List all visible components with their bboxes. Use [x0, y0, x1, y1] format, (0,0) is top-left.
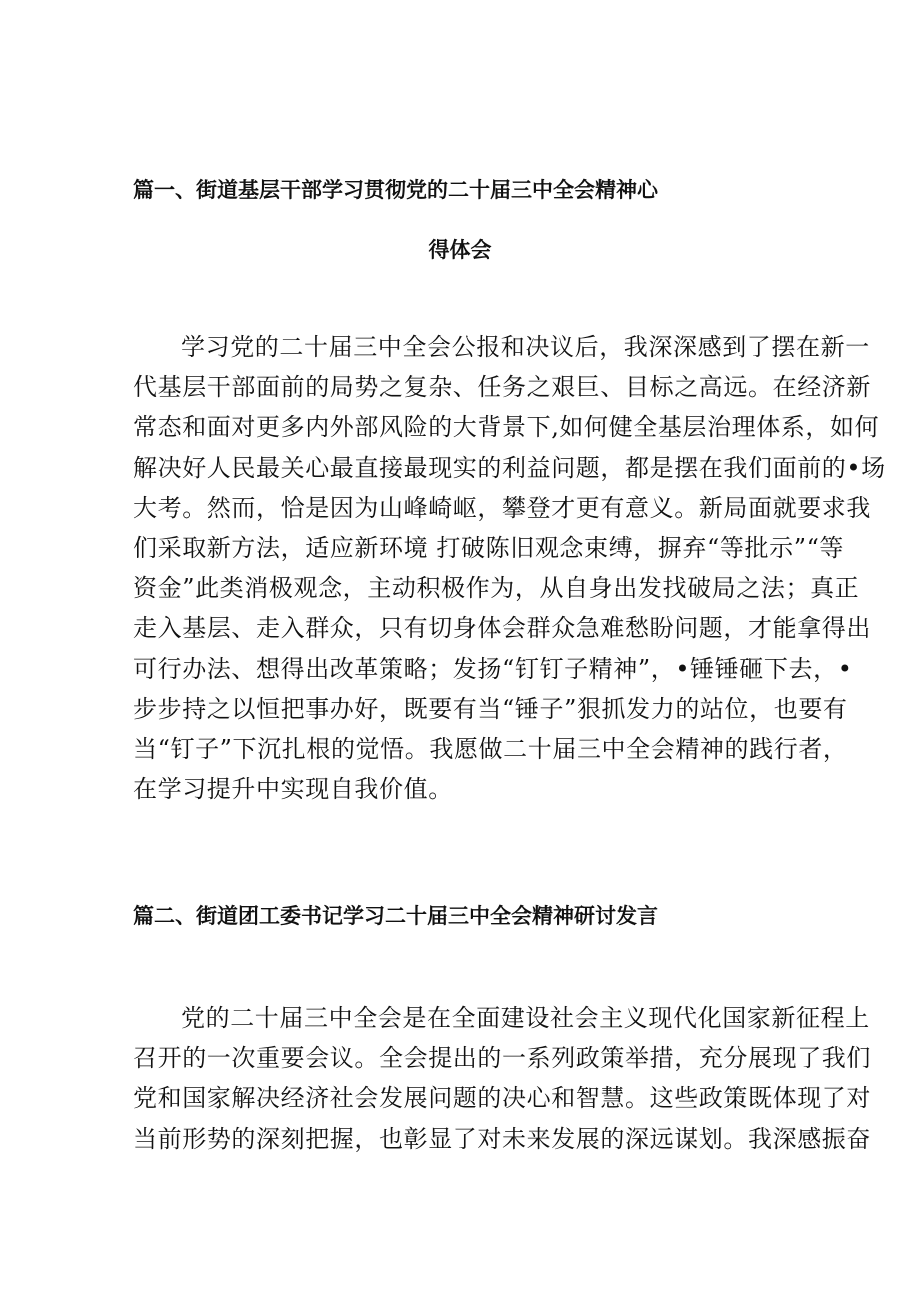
- section1-line: 步步持之以恒把事办好，既要有当“锤子”狠抓发力的站位，也要有: [133, 694, 848, 723]
- section1-line: 可行办法、想得出改革策略；发扬“钉钉子精神”，•锤锤砸下去，•: [133, 654, 853, 683]
- section1-line: 资金”此类消极观念，主动积极作为，从自身出发找破局之法；真正: [133, 574, 860, 603]
- section1-line: 代基层干部面前的局势之复杂、任务之艰巨、目标之高远。在经济新: [133, 373, 871, 402]
- section2-title: 篇二、街道团工委书记学习二十届三中全会精神研讨发言: [133, 904, 658, 928]
- section1-line: 们采取新方法，适应新环境 打破陈旧观念束缚，摒弃“等批示”“等: [133, 533, 845, 562]
- section1-line: 学习党的二十届三中全会公报和决议后，我深深感到了摆在新一: [181, 333, 870, 361]
- section2-line: 当前形势的深刻把握，也彰显了对未来发展的深远谋划。我深感振奋: [133, 1124, 871, 1153]
- section1-line: 当“钉子”下沉扎根的觉悟。我愿做二十届三中全会精神的践行者，: [133, 734, 848, 763]
- section1-title-line1: 篇一、街道基层干部学习贯彻党的二十届三中全会精神心: [133, 178, 658, 202]
- section2-line: 党和国家解决经济社会发展问题的决心和智慧。这些政策既体现了对: [133, 1084, 871, 1113]
- section2-line: 召开的一次重要会议。全会提出的一系列政策举措，充分展现了我们: [133, 1044, 871, 1073]
- section1-line: 走入基层、走入群众，只有切身体会群众急难愁盼问题，才能拿得出: [133, 614, 871, 643]
- section1-line: 解决好人民最关心最直接最现实的利益问题，都是摆在我们面前的•场: [133, 453, 886, 482]
- section1-line: 大考。然而，恰是因为山峰崎岖，攀登才更有意义。新局面就要求我: [133, 493, 871, 522]
- section1-body: [133, 327, 886, 809]
- section2-body: [133, 998, 871, 1159]
- section1-line: 常态和面对更多内外部风险的大背景下,如何健全基层治理体系，如何: [133, 413, 880, 442]
- section1-line: 在学习提升中实现自我价值。: [133, 775, 453, 804]
- section1-title-line2: 得体会: [428, 238, 492, 262]
- section2-line: 党的二十届三中全会是在全面建设社会主义现代化国家新征程上: [181, 1004, 870, 1032]
